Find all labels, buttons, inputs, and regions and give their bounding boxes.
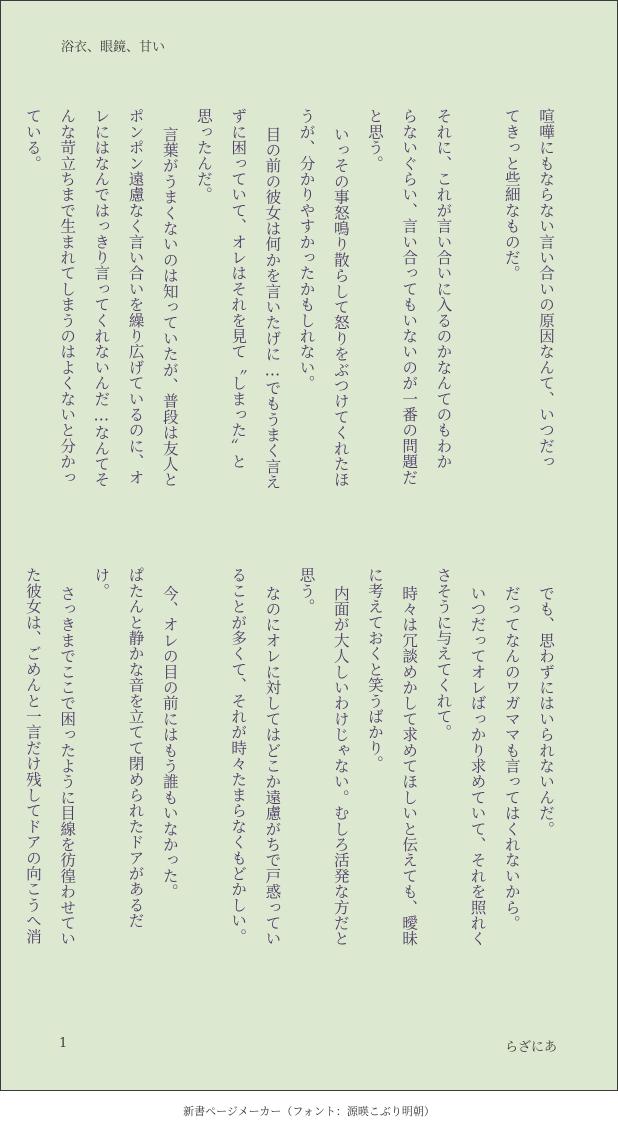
- body-text-upper: 喧嘩にもならない言い合いの原因なんて、いつだっ てきっと些細なものだ。 それに、これが言い合いに入るのかなんてのもわか らないぐらい、言い合ってもいないのが一番の問題だ と思う。 いっその事怒鳴り散らして怒りをぶつけてくれたほ うが、分かりやすかったかもしれない。 目の前の彼女は何かを言いたげに…でもうまく言え ずに困っていて、オレはそれを見て〝しまった〟と 思ったんだ。 言葉がうまくないのは知っていたが、普段は友人と ポンポン遠慮なく言い合いを繰り広げているのに、オ レにはなんではっきり言ってくれないんだ…なんてそ んな苛立ちまで生まれてしまうのはよくないと分かっ ている。: [23, 108, 555, 490]
- page-number: 1: [59, 1036, 68, 1051]
- body-text-lower: でも、思わずにはいられないんだ。 だってなんのワガママも言ってはくれないから。 いつだってオレばっかり求めていて、それを照れく さそうに与えてくれて。 時々は冗談めかして求めてほしいと伝えても、曖昧 に考えておくと笑うばかり。 内面が大人しいわけじゃない。むしろ活発な方だと 思う。 なのにオレに対してはどこか遠慮がちで戸惑ってい ることが多くて、それが時々たまらなくもどかしい。 今、オレの目の前にはもう誰もいなかった。 ぱたんと静かな音を立てて閉められたドアがあるだ け。 さっきまでここで困ったように目線を彷徨わせてい た彼女は、ごめんと一言だけ残してドアの向こうへ消: [23, 567, 555, 947]
- author-name: らざにあ: [504, 1040, 557, 1055]
- generator-caption: 新書ページメーカー（フォント：源暎こぶり明朝）: [183, 1105, 435, 1118]
- page-header-title: 浴衣、眼鏡、甘い: [61, 40, 166, 55]
